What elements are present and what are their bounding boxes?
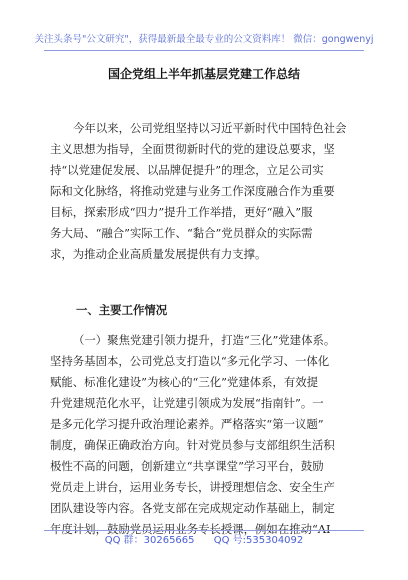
section-line: 极性不高的问题，创新建立“共享课堂”学习平台，鼓励	[50, 459, 324, 473]
section-paragraph	[50, 330, 350, 540]
header-divider	[44, 50, 364, 51]
section-line: （一）聚焦党建引领力提升，打造“三化”党建体系。	[73, 333, 336, 347]
header-banner: 关注头条号"公文研究"，获得最新最全最专业的公文资料库！ 微信：gongwenyj	[34, 34, 374, 45]
section-heading: 一、主要工作情况	[76, 303, 168, 317]
section-line: 升党建规范化水平，让党建引领成为发展“指南针”。一	[50, 396, 324, 410]
section-line: 是多元化学习提升政治理论素养。严格落实“第一议题”	[50, 417, 324, 431]
section-line: 制度，确保正确政治方向。针对党员参与支部组织生活积	[50, 438, 335, 452]
footer-qq-number: QQ 号:535304092	[213, 535, 304, 546]
intro-line: 今年以来，公司党组坚持以习近平新时代中国特色社会	[73, 121, 347, 135]
document-title: 国企党组上半年抓基层党建工作总结	[107, 67, 300, 81]
section-line: 坚持务基固本，公司党总支打造以“多元化学习、一体化	[50, 354, 330, 368]
footer-banner	[0, 534, 408, 548]
section-line: 团队建设等内容。各党支部在完成规定动作基础上，制定	[50, 501, 335, 515]
intro-line: 主义思想为指导，全面贯彻新时代的党的建设总要求，坚	[50, 142, 335, 156]
intro-line: 求，为推动企业高质量发展提供有力支撑。	[50, 247, 267, 261]
intro-line: 际和文化脉络，将推动党建与业务工作深度融合作为重要	[50, 184, 335, 198]
section-line: 年度计划，鼓励党员运用业务专长授课，例如在推动“AI	[50, 522, 331, 536]
intro-line: 持“以党建促发展、以品牌促提升”的理念，立足公司实	[50, 163, 324, 177]
section-line: 党员走上讲台，运用业务专长，讲授理想信念、安全生产	[50, 480, 335, 494]
intro-line: 目标，探索形成“四力”提升工作举措，更好“融入”服	[50, 205, 313, 219]
intro-line: 务大局、“融合”实际工作、“黏合”党员群众的实际需	[50, 226, 313, 240]
footer-qq-group: QQ 群：30265665	[104, 535, 195, 546]
footer-divider	[44, 530, 364, 531]
intro-paragraph	[50, 118, 350, 265]
section-line: 赋能、标准化建设”为核心的“三化”党建体系，有效提	[50, 375, 319, 389]
